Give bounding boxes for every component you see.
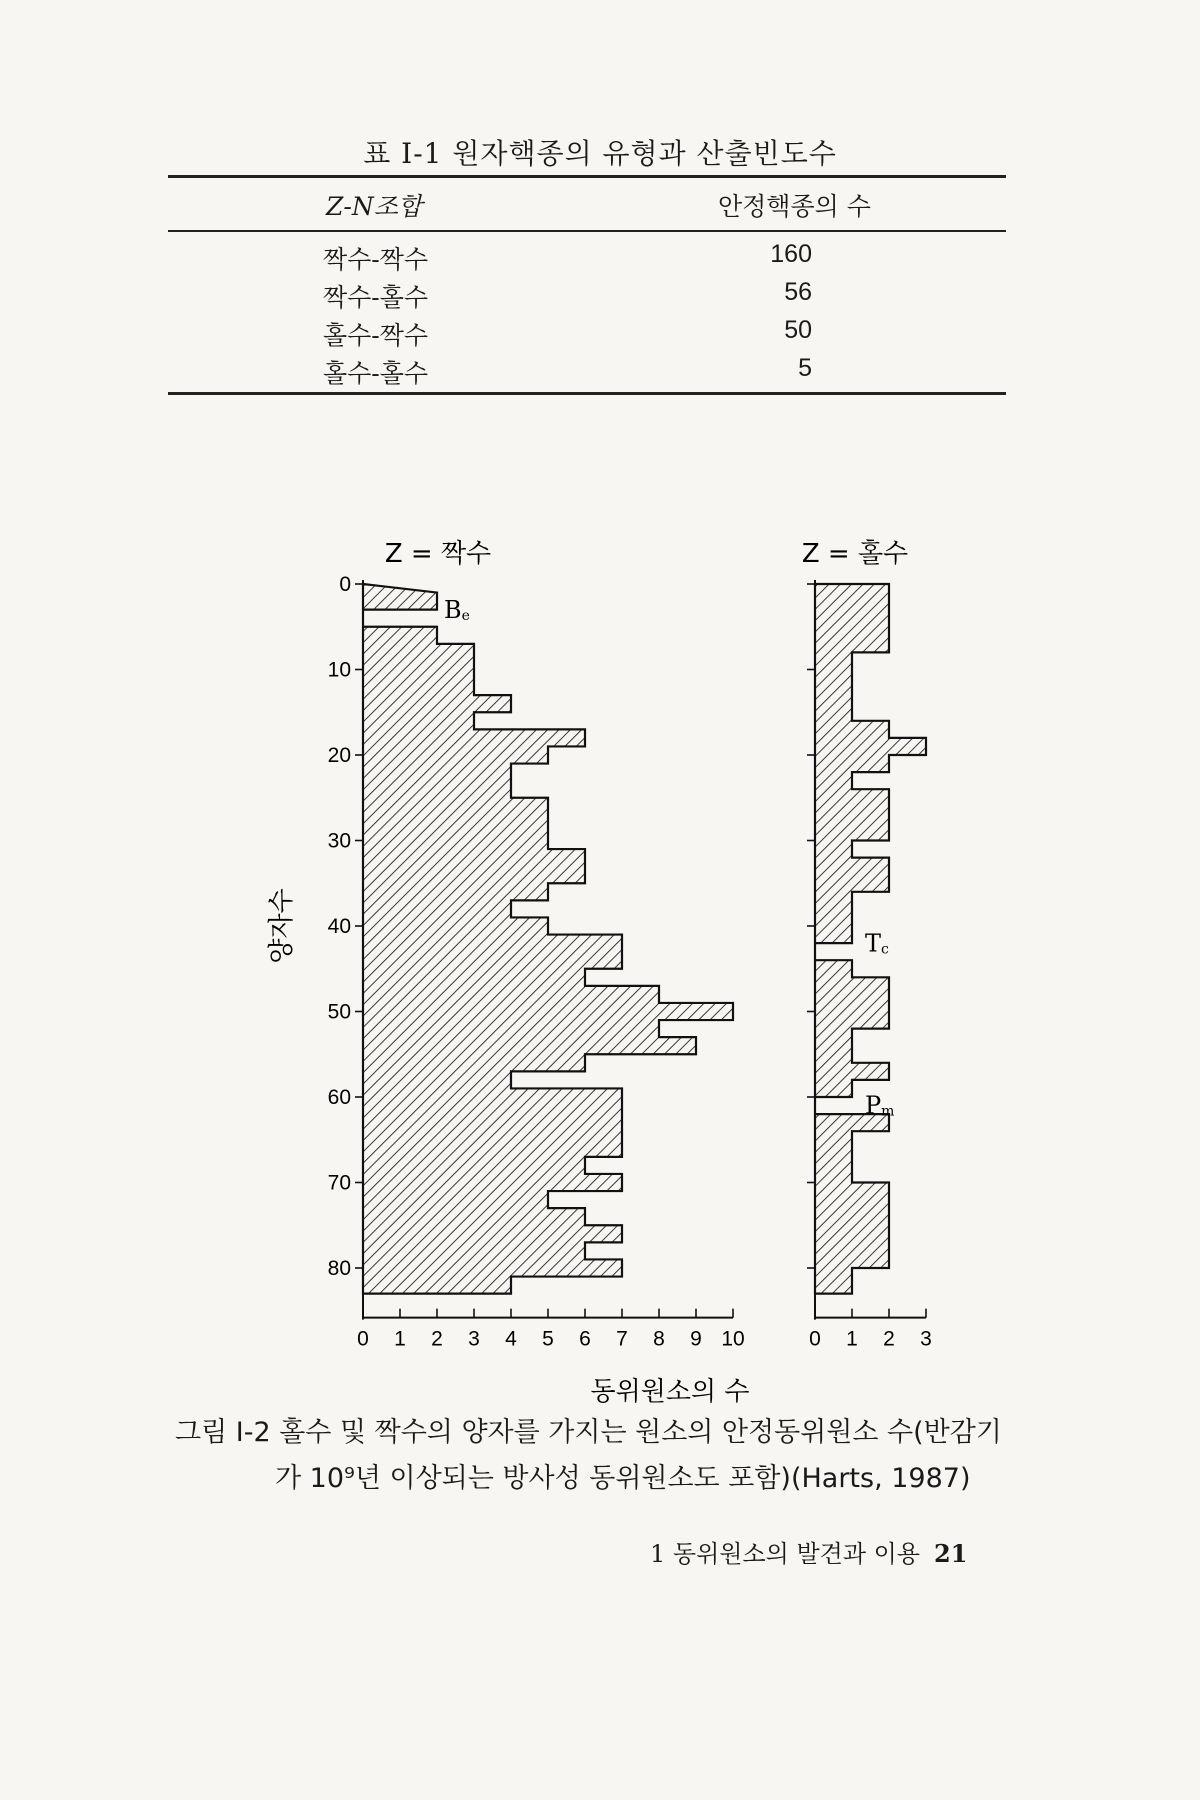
table-cell-count: 56 xyxy=(784,278,812,306)
x-tick-label: 3 xyxy=(920,1327,932,1351)
x-tick-label: 6 xyxy=(579,1327,591,1351)
x-tick-label: 1 xyxy=(846,1327,858,1351)
element-annotation: Be xyxy=(444,596,470,625)
element-annotation: Pm xyxy=(865,1091,895,1120)
y-tick-label: 10 xyxy=(327,658,351,682)
y-tick-label: 40 xyxy=(327,915,351,938)
page-number: 21 xyxy=(934,1539,968,1568)
table-row xyxy=(0,354,1200,392)
x-tick-label: 4 xyxy=(505,1327,517,1351)
y-tick-label: 20 xyxy=(327,744,351,767)
table-cell-combo: 짝수-짝수 xyxy=(323,245,429,274)
y-tick-label: 70 xyxy=(327,1171,351,1195)
figure-caption xyxy=(175,1410,1035,1502)
x-axis-title: 동위원소의 수 xyxy=(590,1377,750,1407)
table-row xyxy=(0,240,1200,278)
table-cell-combo: 홀수-홀수 xyxy=(323,359,429,388)
x-tick-label: 3 xyxy=(468,1327,480,1351)
x-tick-label: 2 xyxy=(431,1327,443,1351)
panel-title: Z = 홀수 xyxy=(801,539,909,569)
even-z-panel xyxy=(328,539,745,1351)
table-header-zn: Z-N조합 xyxy=(326,192,422,221)
page-footer xyxy=(650,1534,967,1569)
chapter-title: 1 동위원소의 발견과 이용 xyxy=(650,1540,920,1568)
y-tick-label: 50 xyxy=(327,1000,351,1024)
y-tick-label: 30 xyxy=(327,829,351,853)
x-tick-label: 5 xyxy=(542,1327,554,1351)
table-bottom-rule xyxy=(168,392,1006,395)
y-tick-label: 80 xyxy=(327,1257,351,1280)
odd-z-panel xyxy=(802,539,932,1351)
y-tick-label: 0 xyxy=(339,573,351,596)
table-cell-combo: 홀수-짝수 xyxy=(323,321,429,350)
panel-title: Z = 짝수 xyxy=(384,539,492,569)
table-row xyxy=(0,316,1200,354)
table-cell-count: 50 xyxy=(784,316,812,344)
x-tick-label: 0 xyxy=(357,1327,369,1351)
table-cell-count: 5 xyxy=(798,354,812,382)
y-axis-title: 양자수 xyxy=(267,888,297,964)
table-top-rule xyxy=(168,175,1006,178)
table-cell-count: 160 xyxy=(770,240,812,268)
caption-line-1: 그림 Ⅰ-2 홀수 및 짝수의 양자를 가지는 원소의 안정동위원소 수(반감기 xyxy=(175,1417,1002,1448)
table-cell-combo: 짝수-홀수 xyxy=(323,283,429,312)
isotope-histogram-figure xyxy=(0,530,1200,1410)
table-header-rule xyxy=(168,230,1006,232)
x-tick-label: 1 xyxy=(394,1327,406,1351)
table-header-count: 안정핵종의 수 xyxy=(718,192,871,221)
x-tick-label: 7 xyxy=(616,1327,628,1351)
x-tick-label: 0 xyxy=(809,1327,821,1351)
x-tick-label: 10 xyxy=(721,1327,745,1351)
isotope-count-bars xyxy=(363,584,733,1294)
caption-line-2: 가 10⁹년 이상되는 방사성 동위원소도 포함)(Harts, 1987) xyxy=(275,1463,971,1494)
x-tick-label: 2 xyxy=(883,1327,895,1351)
element-annotation: Tc xyxy=(865,929,889,958)
table-row xyxy=(0,278,1200,316)
x-tick-label: 8 xyxy=(653,1327,665,1351)
x-tick-label: 9 xyxy=(690,1327,702,1351)
table-title: 표 Ⅰ-1 원자핵종의 유형과 산출빈도수 xyxy=(363,137,837,170)
y-tick-label: 60 xyxy=(327,1086,351,1109)
